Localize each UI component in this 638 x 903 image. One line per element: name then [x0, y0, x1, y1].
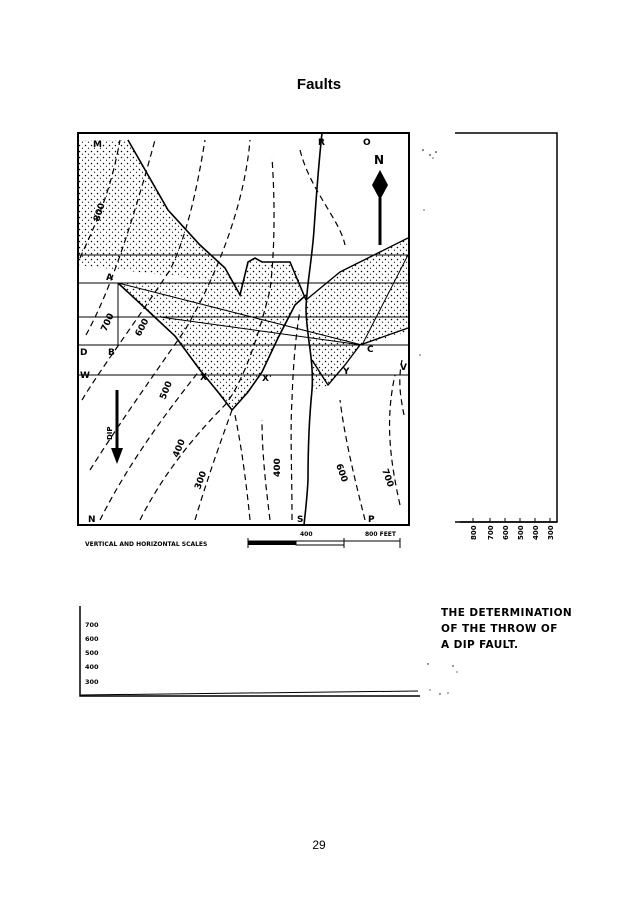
label-point-v: V	[400, 363, 407, 373]
bottom-scale-400: 400	[85, 663, 99, 671]
label-n1: N	[88, 515, 96, 525]
label-s: S	[297, 515, 304, 525]
contour-label-500: 500	[158, 379, 175, 402]
right-scale-300: 300	[547, 525, 555, 540]
label-point-y: Y	[343, 367, 350, 377]
contour-label-700b: 700	[379, 467, 396, 489]
outcrop-right	[306, 238, 408, 392]
right-scale-800: 800	[470, 525, 478, 540]
caption-line-1: THE DETERMINATION	[441, 607, 573, 619]
label-dip: DIP	[106, 426, 114, 440]
contour-label-400: 400	[171, 437, 188, 460]
contour-label-400b: 400	[273, 458, 283, 477]
scale-caption: VERTICAL AND HORIZONTAL SCALES	[85, 541, 208, 548]
scale-bar	[85, 531, 400, 548]
page-number: 29	[312, 838, 326, 852]
caption-line-2: OF THE THROW OF	[441, 623, 558, 635]
right-scale-400: 400	[532, 525, 540, 540]
contour-label-800: 800	[92, 201, 108, 223]
geological-map	[78, 133, 409, 525]
bottom-scale-600: 600	[85, 635, 99, 643]
right-scale-700: 700	[487, 525, 495, 540]
right-scale-600: 600	[502, 525, 510, 540]
label-r: R	[318, 138, 325, 148]
right-scale-500: 500	[517, 525, 525, 540]
label-p: P	[368, 515, 375, 525]
scale-tick-800: 800 FEET	[365, 531, 397, 538]
right-section	[419, 133, 557, 540]
scale-tick-400: 400	[300, 531, 313, 538]
bottom-scale-500: 500	[85, 649, 99, 657]
contour-label-600: 600	[133, 317, 152, 339]
label-point-b: B	[108, 348, 115, 358]
north-arrow-icon	[372, 170, 388, 245]
label-m: M	[93, 140, 102, 150]
bottom-section	[80, 606, 458, 696]
label-o: O	[363, 138, 371, 148]
contour-label-300: 300	[193, 469, 210, 492]
page-title: Faults	[296, 76, 342, 93]
bottom-scale-700: 700	[85, 621, 99, 629]
label-point-x: X	[200, 373, 207, 383]
label-point-w: W	[80, 371, 90, 381]
contour-label-600b: 600	[333, 462, 350, 484]
contour-label-700: 700	[99, 312, 117, 334]
figure-caption	[441, 607, 572, 651]
outcrop-central-wedge	[118, 283, 305, 410]
label-point-c: C	[367, 345, 374, 355]
label-north: N	[374, 153, 385, 167]
bottom-scale-300: 300	[85, 678, 99, 686]
label-point-a: A	[106, 273, 113, 283]
label-point-x-prime: X'	[262, 374, 272, 384]
caption-line-3: A DIP FAULT.	[441, 639, 519, 651]
label-point-d: D	[80, 348, 88, 358]
